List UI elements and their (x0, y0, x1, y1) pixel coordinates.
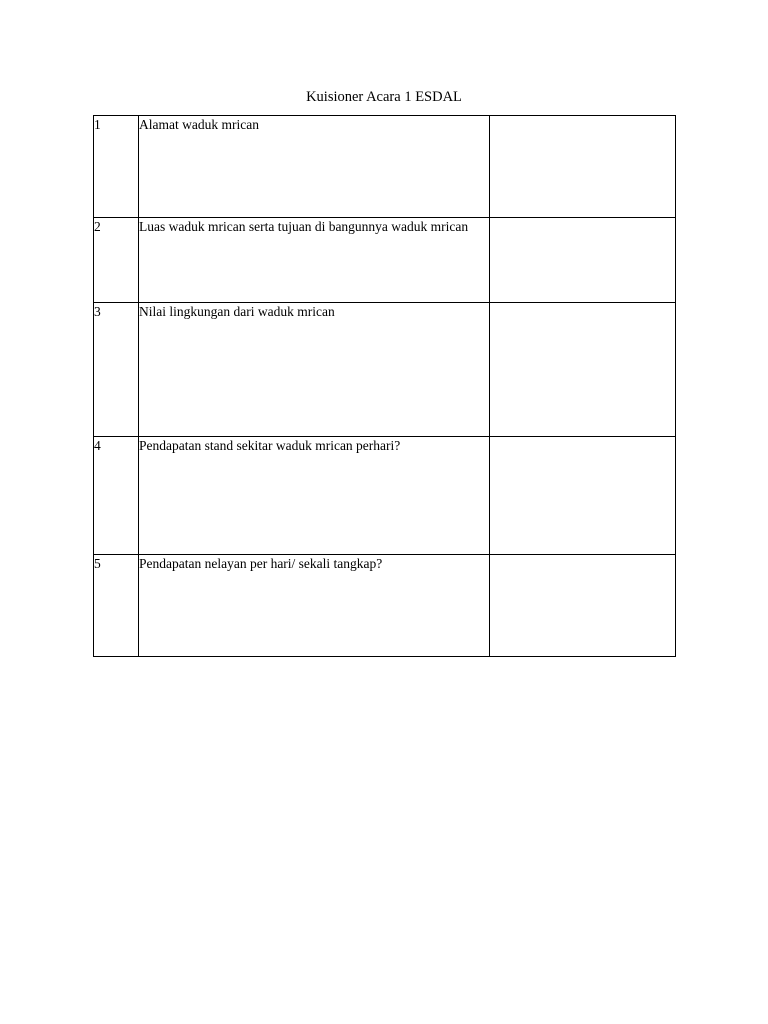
table-row (94, 303, 676, 437)
answer-cell[interactable] (490, 303, 676, 437)
answer-cell[interactable] (490, 218, 676, 303)
question-cell: Alamat waduk mrican (139, 116, 490, 218)
table-row (94, 218, 676, 303)
answer-cell[interactable] (490, 116, 676, 218)
table-row (94, 555, 676, 657)
table-row (94, 437, 676, 555)
question-cell: Luas waduk mrican serta tujuan di bangunnya waduk mrican (139, 218, 490, 303)
questionnaire-table (93, 115, 676, 657)
row-number: 2 (94, 218, 139, 303)
answer-cell[interactable] (490, 555, 676, 657)
question-cell: Nilai lingkungan dari waduk mrican (139, 303, 490, 437)
answer-cell[interactable] (490, 437, 676, 555)
row-number: 3 (94, 303, 139, 437)
question-cell: Pendapatan nelayan per hari/ sekali tangkap? (139, 555, 490, 657)
row-number: 4 (94, 437, 139, 555)
row-number: 1 (94, 116, 139, 218)
table-row (94, 116, 676, 218)
question-cell: Pendapatan stand sekitar waduk mrican perhari? (139, 437, 490, 555)
document-title: Kuisioner Acara 1 ESDAL (306, 89, 462, 105)
row-number: 5 (94, 555, 139, 657)
